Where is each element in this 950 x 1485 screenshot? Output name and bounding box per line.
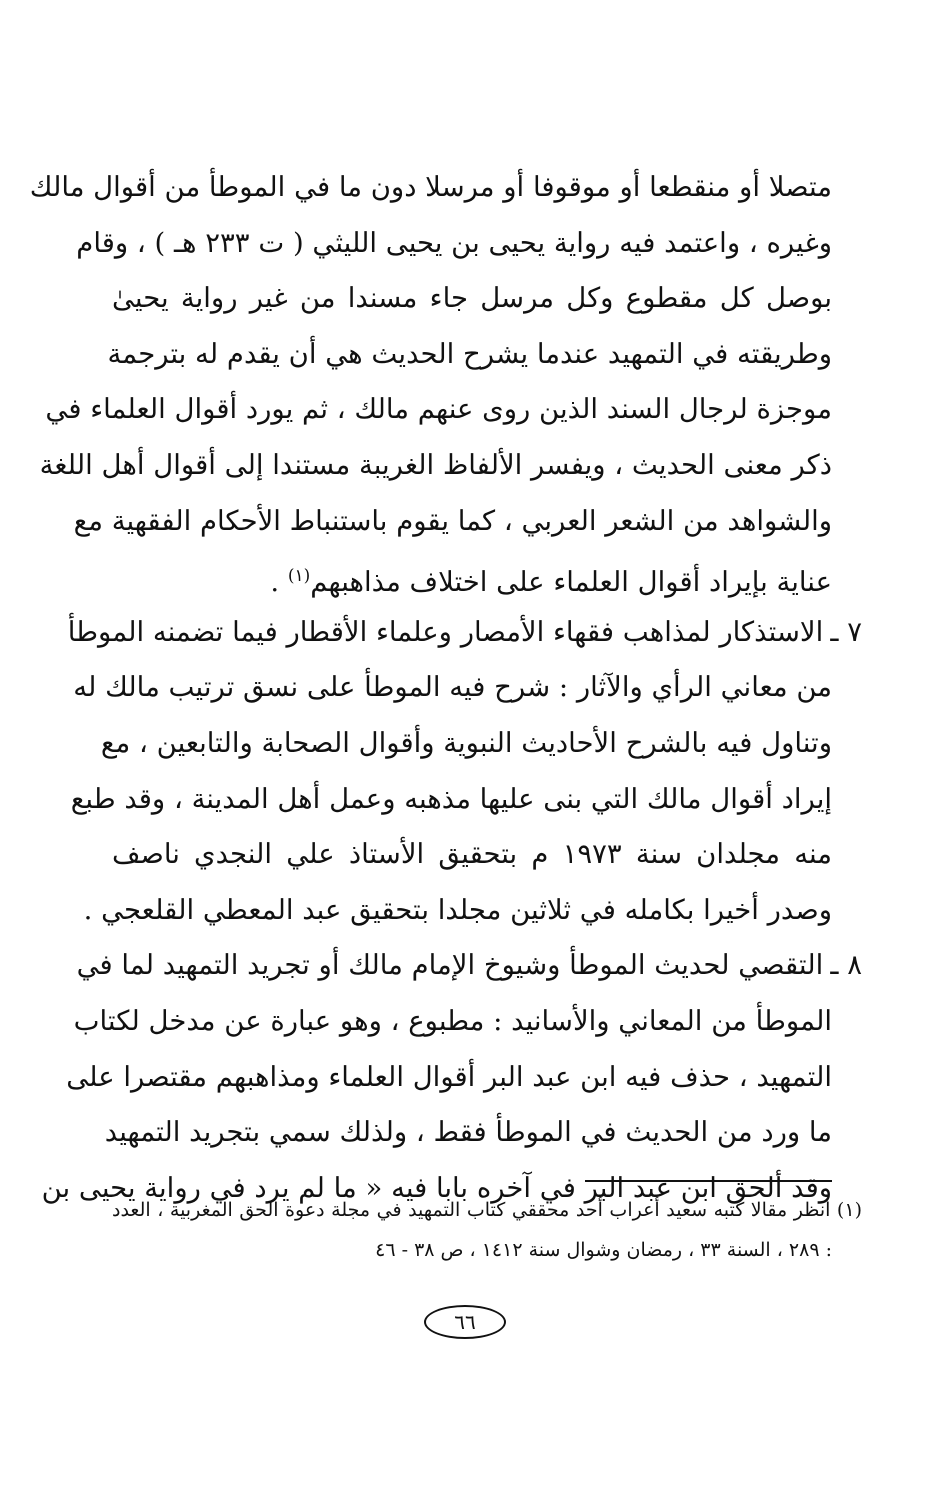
text-line: وصدر أخيرا بكامله في ثلاثين مجلدا بتحقيق عبد المعطي القلعجي . (83, 893, 832, 926)
line-end: . (270, 566, 288, 599)
text-line: وغيره ، واعتمد فيه رواية يحيى بن يحيى الليثي ( ت ٢٣٣ هـ ) ، وقام (76, 226, 832, 259)
text-line: بوصل كل مقطوع وكل مرسل جاء مسندا من غير رواية يحيىٰ (112, 282, 832, 315)
text-line: الموطأ من المعاني والأسانيد : مطبوع ، وهو عبارة عن مدخل لكتاب (73, 1004, 832, 1037)
footnotes (112, 1190, 862, 1270)
text-line: ذكر معنى الحديث ، ويفسر الألفاظ الغريبة مستندا إلى أقوال أهل اللغة (39, 448, 832, 481)
text-line-content: عناية بإيراد أقوال العلماء على اختلاف مذاهبهم (310, 566, 832, 599)
list-item-text: التقصي لحديث الموطأ وشيوخ الإمام مالك أو تجريد التمهيد لما في (76, 949, 824, 982)
text-line: والشواهد من الشعر العربي ، كما يقوم باستنباط الأحكام الفقهية مع (73, 504, 832, 537)
list-number: ٧ ـ (830, 615, 862, 648)
main-text (29, 160, 862, 1216)
text-line (112, 549, 832, 605)
text-line: متصلا أو منقطعا أو موقوفا أو مرسلا دون ما في الموطأ من أقوال مالك (29, 171, 832, 203)
footnote-reference: (١) (287, 566, 311, 587)
text-line: وتناول فيه بالشرح الأحاديث النبوية وأقوال الصحابة والتابعين ، مع (100, 726, 832, 759)
page-number: ٦٦ (424, 1305, 506, 1339)
text-line: منه مجلدان سنة ١٩٧٣ م بتحقيق الأستاذ علي النجدي ناصف (112, 838, 832, 871)
text-line: وقد ألحق ابن عبد البر في آخره بابا فيه « ما لم يرد في رواية يحيى بن (41, 1171, 832, 1204)
text-line: إيراد أقوال مالك التي بنى عليها مذهبه وعمل أهل المدينة ، وقد طبع (70, 782, 832, 815)
footnote-line: : ٢٨٩ ، السنة ٣٣ ، رمضان وشوال سنة ١٤١٢ ، ص ٣٨ - ٤٦ (375, 1239, 832, 1261)
text-line: وطريقته في التمهيد عندما يشرح الحديث هي أن يقدم له بترجمة (107, 337, 832, 370)
footnote-line: (١) انظر مقالا كتبه سعيد أعراب أحد محققي كتاب التمهيد في مجلة دعوة الحق المغربية ، العدد (112, 1199, 862, 1221)
list-item-8-line (76, 938, 862, 994)
list-item-text: الاستذكار لمذاهب فقهاء الأمصار وعلماء الأقطار فيما تضمنه الموطأ (67, 615, 824, 648)
list-number: ٨ ـ (830, 949, 862, 982)
text-line: التمهيد ، حذف فيه ابن عبد البر أقوال العلماء ومذاهبهم مقتصرا على (66, 1060, 832, 1093)
text-line: ما ورد من الحديث في الموطأ فقط ، ولذلك سمي بتجريد التمهيد (104, 1116, 832, 1149)
text-line: موجزة لرجال السند الذين روى عنهم مالك ، ثم يورد أقوال العلماء في (45, 393, 832, 426)
footnote-separator (585, 1180, 832, 1182)
text-line: من معاني الرأي والآثار : شرح فيه الموطأ على نسق ترتيب مالك له (73, 671, 832, 704)
list-item-7-line (67, 605, 862, 661)
